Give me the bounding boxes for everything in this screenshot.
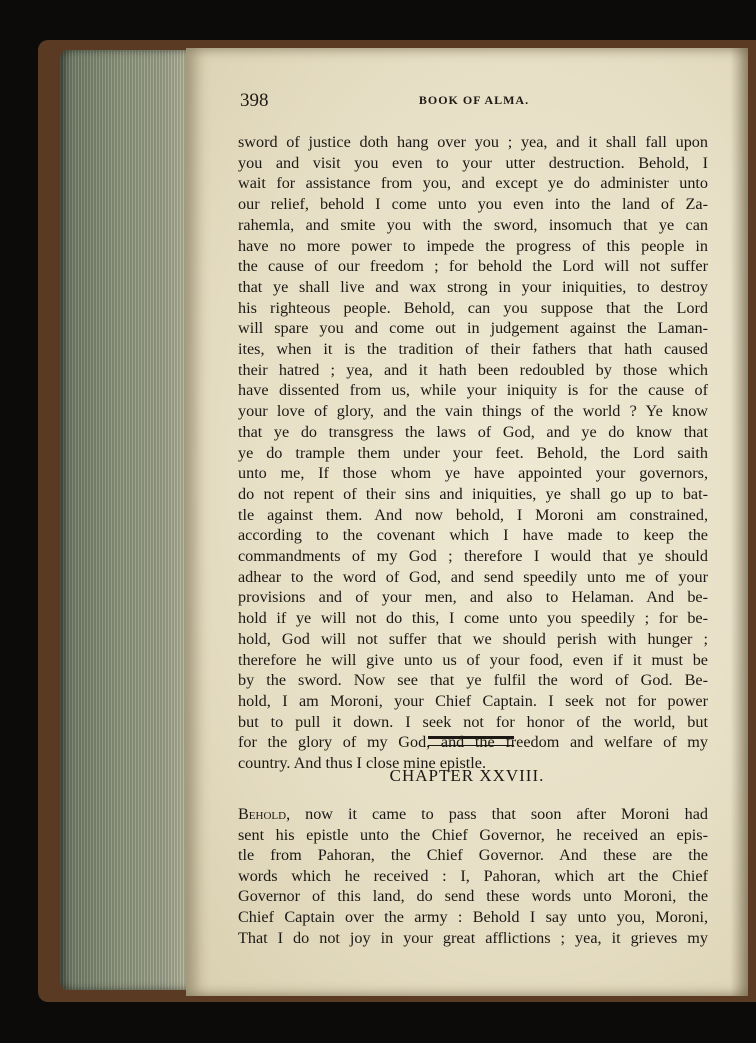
text-line: do not repent of their sins and iniquities, ye shall go up to bat- [238,484,708,503]
section-divider [428,736,514,746]
text-line: adhear to the word of God, and send speedily unto me of your [238,567,708,586]
gutter-shadow [730,48,748,996]
text-line: hold, I am Moroni, your Chief Captain. I seek not for power [238,691,708,710]
text-line: their hatred ; yea, and it hath been redoubled by those which [238,360,708,379]
text-line: unto me, If those whom ye have appointed your governors, [238,464,708,483]
chapter-first-line: now it came to pass that soon after Moroni had [290,805,708,823]
text-line: words which he received : I, Pahoran, which art the Chief [238,866,708,885]
text-line: sent his epistle unto the Chief Governor, he received an epis- [238,825,708,844]
text-line: but to pull it down. I seek not for honor of the world, but [238,712,708,731]
text-line: that ye do transgress the laws of God, and ye do know that [238,422,708,441]
chapter-heading: CHAPTER XXVIII. [389,766,545,785]
text-line: ites, when it is the tradition of their fathers that hath caused [238,340,708,359]
running-title: BOOK OF ALMA. [418,93,530,107]
chapter-text [238,804,708,948]
text-line: hold if ye will not do this, I come unto you speedily ; for be- [238,609,708,628]
page-edges [60,50,188,990]
text-line: have dissented from us, while your iniquity is for the cause of [238,381,708,400]
text-line: tle against them. And now behold, I Moroni am constrained, [238,505,708,524]
text-line: rahemla, and smite you with the sword, insomuch that ye can [238,215,708,234]
book-page [186,48,748,996]
text-line: according to the covenant which I have made to keep the [238,526,708,545]
text-line: tle from Pahoran, the Chief Governor. And these are the [238,846,708,865]
text-line: for the glory of my God, and the freedom and welfare of my [238,733,708,752]
text-line: That I do not joy in your great afflictions ; yea, it grieves my [238,928,708,947]
text-line: therefore he will give unto us of your food, even if it must be [238,650,708,669]
page-number: 398 [240,90,269,111]
text-line: by the sword. Now see that ye fulfil the word of God. Be- [238,671,708,690]
text-line: will spare you and come out in judgement against the Laman- [238,319,708,338]
text-line: wait for assistance from you, and except ye do administer unto [238,174,708,193]
text-line: country. And thus I close mine epistle. [238,754,487,773]
text-line: hold, God will not suffer that we should perish with hunger ; [238,629,708,648]
text-line: commandments of my God ; therefore I would that ye should [238,547,708,566]
text-line: your love of glory, and the vain things of the world ? Ye know [238,402,708,421]
text-line: sword of justice doth hang over you ; yea, and it shall fall upon [238,133,708,151]
text-line: provisions and of your men, and also to Helaman. And be- [238,588,708,607]
text-line: our relief, behold I come unto you even into the land of Za- [238,195,708,214]
text-line: you and visit you even to your utter destruction. Behold, I [238,153,708,172]
running-head [240,90,708,114]
text-line: have no more power to impede the progress of this people in [238,236,708,255]
text-line [238,804,708,825]
epistle-text [238,132,708,774]
text-line: that ye shall live and wax strong in your iniquities, to destroy [238,277,708,296]
text-line: Governor of this land, do send these words unto Moroni, the [238,887,708,906]
text-line: Chief Captain over the army : Behold I say unto you, Moroni, [238,907,708,926]
text-line: the cause of our freedom ; for behold the Lord will not suffer [238,257,708,276]
text-line: ye do trample them under your feet. Behold, the Lord saith [238,443,708,462]
text-line: his righteous people. Behold, can you suppose that the Lord [238,298,708,317]
chapter-first-word: Behold, [238,805,291,823]
